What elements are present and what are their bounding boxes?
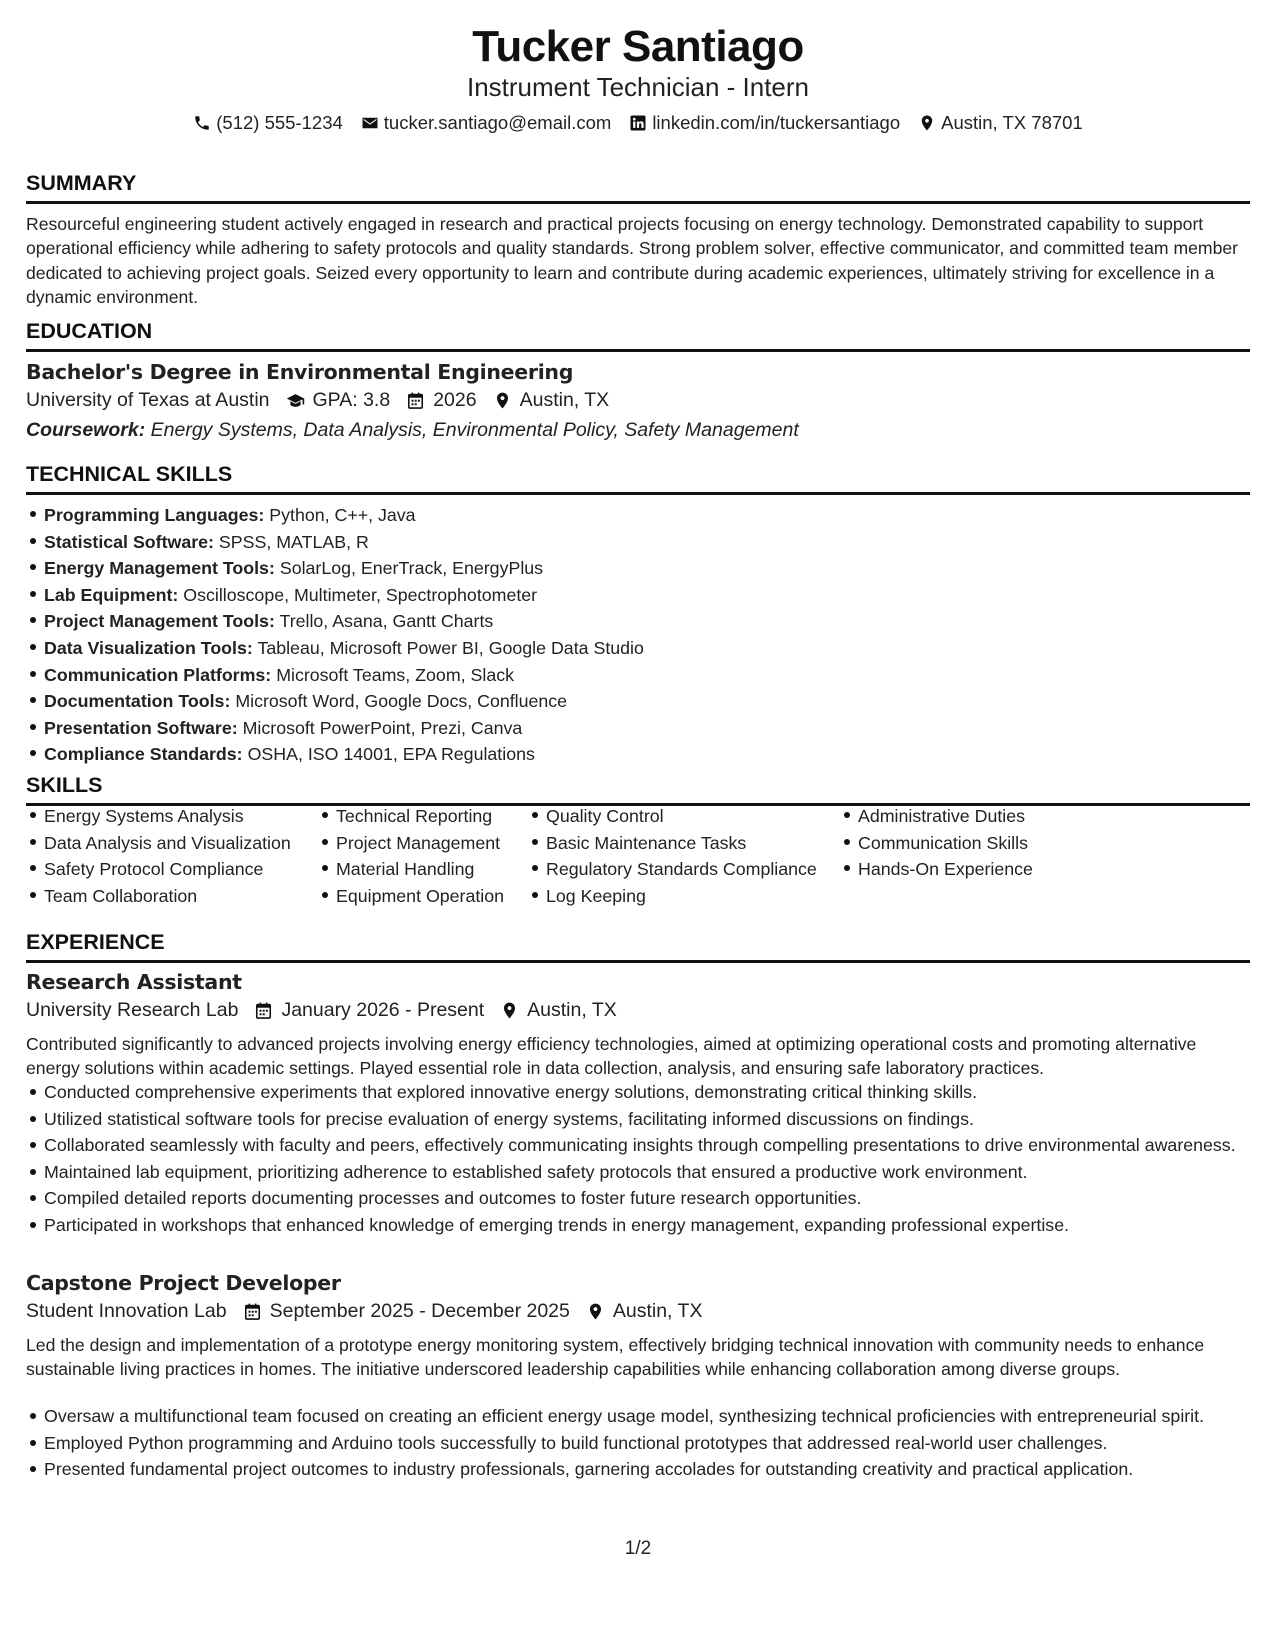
job-location: Austin, TX	[527, 999, 617, 1021]
contact-phone[interactable]	[193, 112, 343, 134]
list-item: Communication Skills	[840, 830, 1100, 857]
list-item: Utilized statistical software tools for precise evaluation of energy systems, facilitating informed discussions on findings.	[26, 1107, 1250, 1131]
coursework-label: Coursework:	[26, 419, 146, 441]
contact-bar	[26, 112, 1250, 134]
job-title: Capstone Project Developer	[26, 1271, 341, 1295]
list-item: Project Management Tools: Trello, Asana, Gantt Charts	[26, 608, 1250, 635]
skills-column	[840, 803, 1100, 909]
job-org: University Research Lab	[26, 999, 239, 1021]
list-item: Statistical Software: SPSS, MATLAB, R	[26, 529, 1250, 556]
degree-title: Bachelor's Degree in Environmental Engineering	[26, 360, 574, 384]
section-title-technical-skills: TECHNICAL SKILLS	[26, 462, 1250, 495]
job-title: Research Assistant	[26, 970, 242, 994]
candidate-name: Tucker Santiago	[472, 22, 804, 71]
list-item: Data Visualization Tools: Tableau, Microsoft Power BI, Google Data Studio	[26, 635, 1250, 662]
list-item: Participated in workshops that enhanced knowledge of emerging trends in energy management, expanding professional expertise.	[26, 1213, 1250, 1237]
job-bullets	[26, 1404, 1250, 1484]
list-item: Collaborated seamlessly with faculty and peers, effectively communicating insights through compelling presentations to drive environmental awareness.	[26, 1133, 1250, 1157]
list-item: Safety Protocol Compliance	[26, 856, 318, 883]
list-item: Compliance Standards: OSHA, ISO 14001, EPA Regulations	[26, 741, 1250, 768]
graduation-year: 2026	[433, 389, 477, 411]
section-title-summary: SUMMARY	[26, 171, 1250, 204]
list-item: Equipment Operation	[318, 883, 528, 910]
list-item: Material Handling	[318, 856, 528, 883]
job-description: Led the design and implementation of a prototype energy monitoring system, effectively bridging technical innovation with community needs to enhance sustainable living practices in homes. The initiative underscored leadership capabilities while enhancing collaboration among diverse groups.	[26, 1335, 1205, 1380]
list-item: Basic Maintenance Tasks	[528, 830, 840, 857]
job-location: Austin, TX	[612, 1300, 703, 1322]
phone-text: (512) 555-1234	[216, 112, 343, 133]
coursework-line	[26, 419, 799, 442]
list-item: Employed Python programming and Arduino tools successfully to build functional prototypes that addressed real-world user challenges.	[26, 1431, 1250, 1455]
map-pin-icon	[493, 391, 512, 410]
list-item: Team Collaboration	[26, 883, 318, 910]
list-item: Energy Management Tools: SolarLog, EnerTrack, EnergyPlus	[26, 555, 1250, 582]
list-item: Maintained lab equipment, prioritizing adherence to established safety protocols that ensured a productive work environment.	[26, 1160, 1250, 1184]
list-item: Programming Languages: Python, C++, Java	[26, 502, 1250, 529]
list-item: Technical Reporting	[318, 803, 528, 830]
section-title-education: EDUCATION	[26, 319, 1250, 352]
list-item: Presented fundamental project outcomes to industry professionals, garnering accolades for outstanding creativity and practical application.	[26, 1457, 1250, 1481]
map-pin-icon	[500, 1001, 519, 1020]
list-item: Oversaw a multifunctional team focused on creating an efficient energy usage model, synthesizing technical proficiencies with entrepreneurial spirit.	[26, 1404, 1250, 1428]
section-title-skills: SKILLS	[26, 773, 1250, 806]
calendar-icon	[243, 1302, 262, 1321]
calendar-icon	[254, 1001, 273, 1020]
list-item: Data Analysis and Visualization	[26, 830, 318, 857]
page-number: 1/2	[624, 1538, 652, 1559]
phone-icon	[193, 114, 211, 132]
email-text: tucker.santiago@email.com	[383, 112, 612, 133]
list-item: Conducted comprehensive experiments that explored innovative energy solutions, demonstrating critical thinking skills.	[26, 1080, 1250, 1104]
education-meta	[26, 389, 609, 412]
technical-skills-list	[26, 502, 1250, 768]
job-description: Contributed significantly to advanced projects involving energy efficiency technologies, aimed at optimizing operational costs and promoting alternative energy solutions within academic settings. Played essential role in data collection, analysis, and ensuring safe laboratory practices.	[26, 1034, 1197, 1079]
location-text: Austin, TX 78701	[941, 112, 1083, 133]
candidate-role: Instrument Technician - Intern	[466, 72, 810, 102]
list-item: Lab Equipment: Oscilloscope, Multimeter, Spectrophotometer	[26, 582, 1250, 609]
list-item: Hands-On Experience	[840, 856, 1100, 883]
section-title-experience: EXPERIENCE	[26, 930, 1250, 963]
envelope-icon	[361, 114, 379, 132]
map-pin-icon	[918, 114, 936, 132]
graduation-cap-icon	[286, 391, 305, 410]
linkedin-icon	[629, 114, 647, 132]
linkedin-text: linkedin.com/in/tuckersantiago	[652, 112, 901, 133]
list-item: Presentation Software: Microsoft PowerPoint, Prezi, Canva	[26, 715, 1250, 742]
job-org: Student Innovation Lab	[26, 1300, 227, 1322]
skills-column	[528, 803, 840, 909]
contact-email[interactable]	[361, 112, 612, 134]
list-item: Quality Control	[528, 803, 840, 830]
list-item: Regulatory Standards Compliance	[528, 856, 840, 883]
list-item: Log Keeping	[528, 883, 840, 910]
job-meta	[26, 1300, 702, 1323]
skills-grid	[26, 803, 1100, 909]
education-location: Austin, TX	[519, 389, 610, 411]
job-dates: September 2025 - December 2025	[269, 1300, 570, 1322]
map-pin-icon	[586, 1302, 605, 1321]
list-item: Administrative Duties	[840, 803, 1100, 830]
contact-location	[918, 112, 1083, 134]
skills-column	[26, 803, 318, 909]
list-item: Communication Platforms: Microsoft Teams, Zoom, Slack	[26, 662, 1250, 689]
skills-column	[318, 803, 528, 909]
coursework-text: Energy Systems, Data Analysis, Environmental Policy, Safety Management	[150, 419, 799, 441]
job-dates: January 2026 - Present	[281, 999, 485, 1021]
job-meta	[26, 999, 617, 1022]
gpa-text: GPA: 3.8	[312, 389, 391, 411]
school-name: University of Texas at Austin	[26, 389, 270, 411]
list-item: Compiled detailed reports documenting processes and outcomes to foster future research opportunities.	[26, 1186, 1250, 1210]
list-item: Documentation Tools: Microsoft Word, Google Docs, Confluence	[26, 688, 1250, 715]
summary-text: Resourceful engineering student actively engaged in research and practical projects focusing on energy technology. Demonstrated capability to support operational efficiency while adhering to safety protocols and quality standards. Strong problem solver, effective communicator, and committed team member dedicated to achieving project goals. Seized every opportunity to learn and contribute during academic experiences, ultimately striving for excellence in a dynamic environment.	[26, 214, 1238, 307]
list-item: Project Management	[318, 830, 528, 857]
calendar-icon	[406, 391, 425, 410]
job-bullets	[26, 1080, 1250, 1240]
contact-linkedin[interactable]	[629, 112, 900, 134]
list-item: Energy Systems Analysis	[26, 803, 318, 830]
